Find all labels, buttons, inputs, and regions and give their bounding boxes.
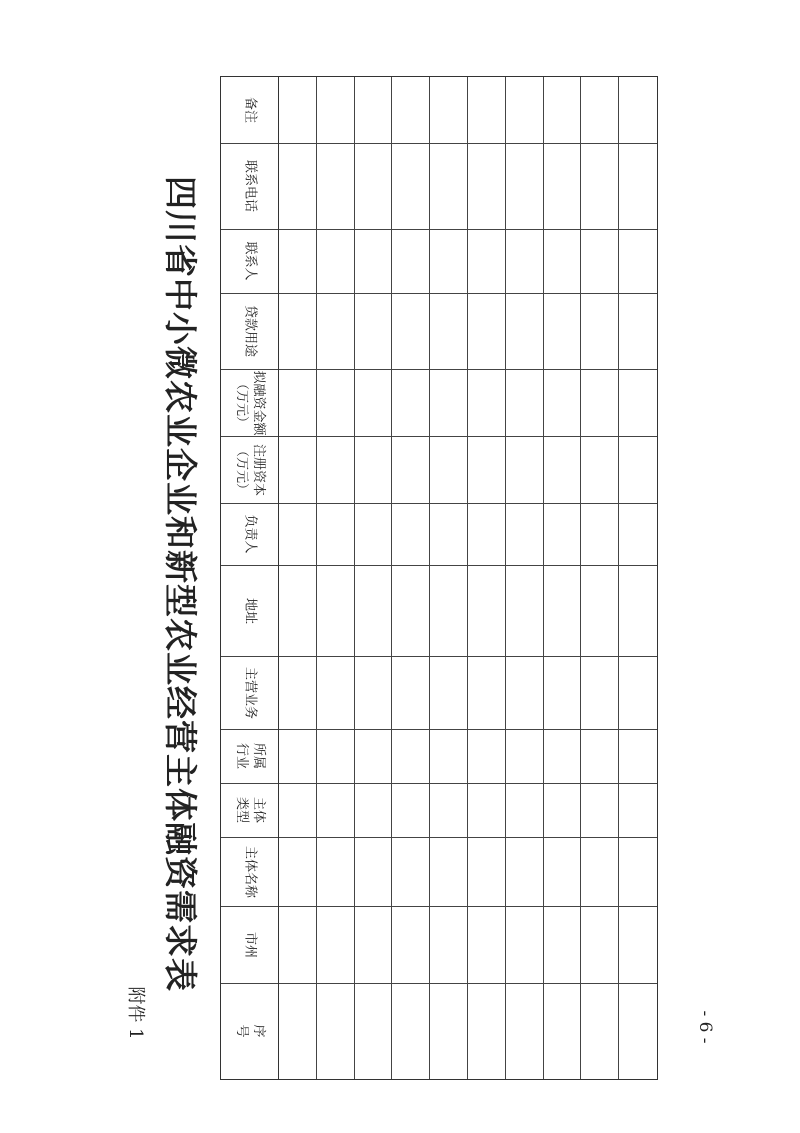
row-divider <box>505 77 506 1079</box>
column-header-contact-person: 联系人 <box>242 241 257 281</box>
column-divider <box>221 983 657 984</box>
financing-demand-table <box>220 76 658 1080</box>
row-divider <box>618 77 619 1079</box>
row-divider <box>543 77 544 1079</box>
row-divider <box>580 77 581 1079</box>
column-divider <box>221 565 657 566</box>
column-divider <box>221 436 657 437</box>
row-divider <box>391 77 392 1079</box>
document-title: 四川省中小微农业企业和新型农业经营主体融资需求表 <box>161 176 200 992</box>
column-divider <box>221 143 657 144</box>
column-divider <box>221 503 657 504</box>
column-divider <box>221 656 657 657</box>
column-divider <box>221 729 657 730</box>
column-header-main-business: 主营业务 <box>242 666 257 719</box>
column-divider <box>221 369 657 370</box>
page-number: - 6 - <box>695 1010 715 1044</box>
column-divider <box>221 783 657 784</box>
header-divider <box>278 77 279 1079</box>
column-header-principal: 负责人 <box>242 514 257 554</box>
column-divider <box>221 293 657 294</box>
column-divider <box>221 906 657 907</box>
column-header-entity-name: 主体名称 <box>242 845 257 898</box>
column-header-financing-amount: 拟融资金额 （万元） <box>233 369 266 436</box>
column-header-remarks: 备注 <box>242 96 257 124</box>
column-header-industry: 所属 行业 <box>233 742 266 770</box>
row-divider <box>429 77 430 1079</box>
row-divider <box>354 77 355 1079</box>
column-divider <box>221 229 657 230</box>
column-header-entity-type: 主体 类型 <box>233 796 266 824</box>
row-divider <box>467 77 468 1079</box>
column-header-registered-capital: 注册资本 （万元） <box>233 443 266 496</box>
attachment-label: 附件 1 <box>125 986 146 1040</box>
column-divider <box>221 837 657 838</box>
column-header-city: 市州 <box>242 931 257 958</box>
row-divider <box>316 77 317 1079</box>
column-header-index: 序 号 <box>233 1023 266 1038</box>
column-header-address: 地址 <box>242 597 257 624</box>
column-header-contact-phone: 联系电话 <box>242 159 257 213</box>
column-header-loan-purpose: 贷款用途 <box>242 304 257 358</box>
